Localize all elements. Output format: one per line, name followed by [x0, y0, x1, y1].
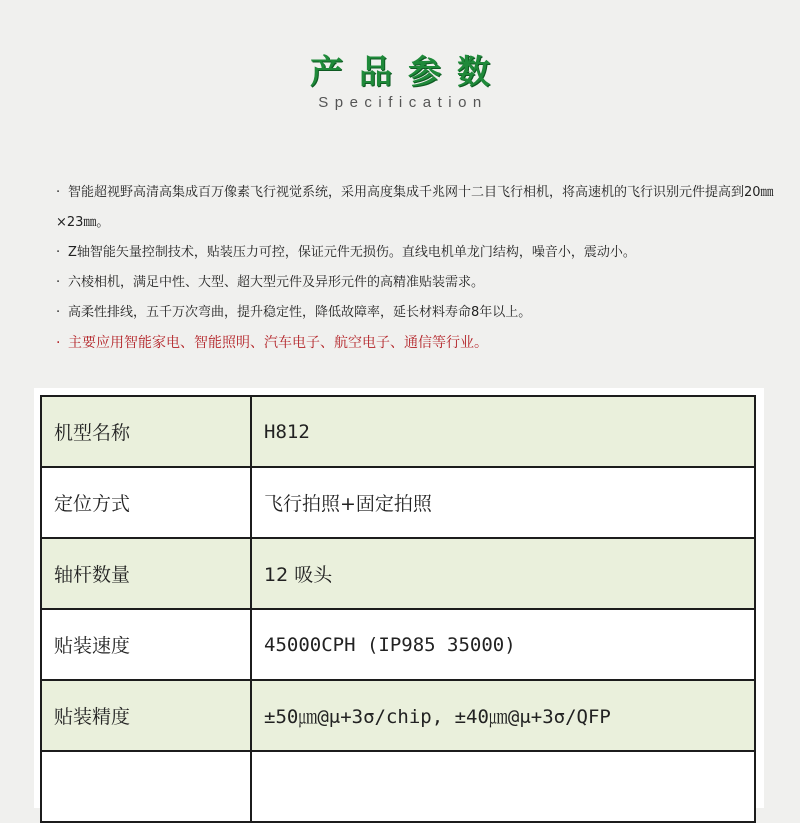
table-row [41, 751, 755, 822]
spec-label [41, 751, 251, 822]
feature-text: 高柔性排线，五千万次弯曲，提升稳定性，降低故障率，延长材料寿命8年以上。 [68, 305, 532, 320]
spec-value: H812 [251, 396, 755, 467]
feature-item [56, 178, 776, 238]
table-row [41, 609, 755, 680]
section-header [0, 52, 800, 111]
bullet: · [56, 185, 61, 200]
feature-text: 主要应用智能家电、智能照明、汽车电子、航空电子、通信等行业。 [68, 335, 488, 351]
bullet: · [56, 305, 61, 320]
spec-value [251, 751, 755, 822]
spec-value: 12 吸头 [251, 538, 755, 609]
feature-list [56, 178, 776, 358]
bullet: · [56, 275, 61, 290]
spec-label: 机型名称 [41, 396, 251, 467]
spec-value: ±50㎛@μ+3σ/chip, ±40㎛@μ+3σ/QFP [251, 680, 755, 751]
page-subtitle: Specification [318, 94, 488, 111]
feature-item [56, 268, 776, 298]
feature-item [56, 238, 776, 268]
spec-label: 定位方式 [41, 467, 251, 538]
bullet: · [56, 245, 61, 260]
spec-label: 贴装精度 [41, 680, 251, 751]
bullet: · [56, 335, 61, 351]
spec-label: 贴装速度 [41, 609, 251, 680]
spec-value: 飞行拍照+固定拍照 [251, 467, 755, 538]
spec-label: 轴杆数量 [41, 538, 251, 609]
spec-table [40, 395, 756, 823]
feature-text: 六棱相机，满足中性、大型、超大型元件及异形元件的高精准贴装需求。 [68, 275, 485, 290]
spec-value: 45000CPH (IP985 35000) [251, 609, 755, 680]
feature-text: Z轴智能矢量控制技术，贴装压力可控，保证元件无损伤。直线电机单龙门结构，噪音小，震动小。 [68, 245, 636, 260]
page-title: 产品参数 [310, 52, 506, 91]
feature-item-highlight [56, 328, 776, 358]
feature-text: 智能超视野高清高集成百万像素飞行视觉系统，采用高度集成千兆网十二目飞行相机，将高速机的飞行识别元件提高到20㎜×23㎜。 [56, 185, 774, 230]
table-row [41, 680, 755, 751]
table-row [41, 538, 755, 609]
table-row [41, 396, 755, 467]
table-row [41, 467, 755, 538]
feature-item [56, 298, 776, 328]
spec-panel [34, 388, 764, 808]
